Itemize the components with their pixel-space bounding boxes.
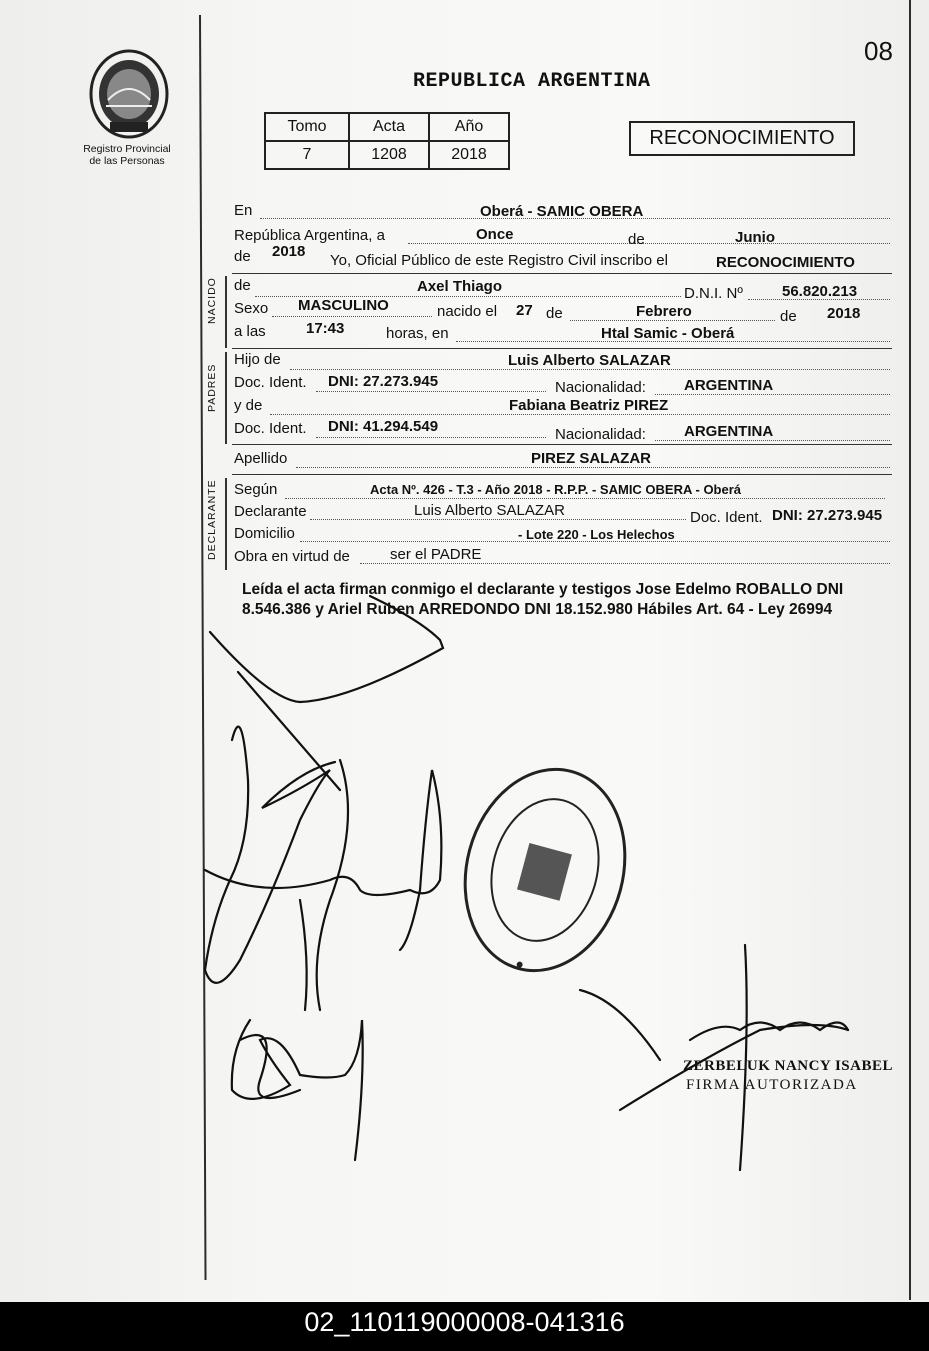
de-month-label: de [546, 305, 563, 322]
de-year-label-2: de [780, 308, 797, 325]
declarante-section-label: DECLARANTE [206, 479, 218, 560]
nacido-el-label: nacido el [437, 303, 498, 320]
father-name-value: Luis Alberto SALAZAR [508, 352, 671, 369]
segun-value: Acta Nº. 426 - T.3 - Año 2018 - R.P.P. - SAMIC OBERA - Oberá [370, 482, 742, 497]
y-de-label: y de [234, 397, 263, 414]
closing-statement: Leída el acta firman conmigo el declarante y testigos Jose Edelmo ROBALLO DNI 8.546.386 y Ariel Ruben ARREDONDO DNI 18.152.980 Hábiles Art. 64 - Ley 26994 [242, 581, 844, 618]
authorized-role: FIRMA AUTORIZADA [686, 1077, 858, 1093]
document-title: REPUBLICA ARGENTINA [413, 70, 651, 93]
republica-label: República Argentina, a [234, 227, 385, 244]
father-doc-value: DNI: 27.273.945 [328, 373, 439, 390]
declarante-doc-label: Doc. Ident. [690, 509, 763, 526]
a-las-label: a las [234, 323, 266, 340]
birth-time-value: 17:43 [306, 320, 345, 337]
child-dni-value: 56.820.213 [782, 283, 858, 300]
logo-caption-line2: de las Personas [89, 155, 165, 167]
logo-caption-line1: Registro Provincial [83, 143, 171, 155]
dni-label: D.N.I. Nº [684, 285, 743, 302]
apellido-value: PIREZ SALAZAR [531, 450, 651, 467]
mother-name-value: Fabiana Beatriz PIREZ [509, 397, 669, 414]
mother-nat-value: ARGENTINA [684, 423, 774, 440]
year-value: 2018 [272, 243, 306, 260]
padres-section-label: PADRES [206, 363, 218, 412]
en-label: En [234, 202, 253, 219]
official-text: Yo, Oficial Público de este Registro Civil inscribo el [330, 252, 668, 269]
horas-en-label: horas, en [386, 325, 449, 342]
obra-label: Obra en virtud de [234, 548, 350, 565]
de-label: de [628, 231, 645, 248]
acta-header: Acta [349, 113, 429, 141]
domicilio-label: Domicilio [234, 525, 295, 542]
anio-value: 2018 [429, 141, 509, 169]
father-doc-label: Doc. Ident. [234, 374, 307, 391]
authorized-name: ZERBELUK NANCY ISABEL [683, 1058, 893, 1074]
birth-year-value: 2018 [827, 305, 861, 322]
place-value: Oberá - SAMIC OBERA [480, 203, 644, 220]
birth-place-value: Htal Samic - Oberá [601, 325, 735, 342]
page-number: 08 [864, 36, 893, 66]
mother-doc-label: Doc. Ident. [234, 420, 307, 437]
obra-value: ser el PADRE [390, 546, 482, 563]
document-id-footer: 02_110119000008-041316 [0, 1302, 929, 1351]
domicilio-value: - Lote 220 - Los Helechos [518, 527, 675, 542]
day-value: Once [476, 226, 514, 243]
declarante-doc-value: DNI: 27.273.945 [772, 507, 883, 524]
birth-day-value: 27 [516, 302, 533, 319]
mother-nat-label: Nacionalidad: [555, 426, 646, 443]
apellido-label: Apellido [234, 450, 288, 467]
official-stamp [443, 751, 646, 988]
nacido-section-label: NACIDO [206, 277, 218, 324]
month-value: Junio [735, 229, 775, 246]
declarante-label: Declarante [234, 503, 307, 520]
hijo-de-label: Hijo de [234, 351, 281, 368]
mother-doc-value: DNI: 41.294.549 [328, 418, 439, 435]
acta-value: 1208 [349, 141, 429, 169]
act-type-box: RECONOCIMIENTO [629, 121, 855, 156]
sexo-value: MASCULINO [298, 297, 389, 314]
tomo-header: Tomo [265, 113, 349, 141]
anio-header: Año [429, 113, 509, 141]
stamp-coat-of-arms-icon [517, 843, 572, 901]
birth-month-value: Febrero [636, 303, 692, 320]
sexo-label: Sexo [234, 300, 269, 317]
de-name-label: de [234, 277, 251, 294]
tomo-value: 7 [265, 141, 349, 169]
act-inscribed-value: RECONOCIMIENTO [716, 254, 855, 271]
declarante-value: Luis Alberto SALAZAR [414, 502, 565, 519]
segun-label: Según [234, 481, 278, 498]
father-nat-label: Nacionalidad: [555, 379, 646, 396]
child-name-value: Axel Thiago [417, 278, 503, 295]
de-year-label: de [234, 248, 251, 265]
father-nat-value: ARGENTINA [684, 377, 774, 394]
